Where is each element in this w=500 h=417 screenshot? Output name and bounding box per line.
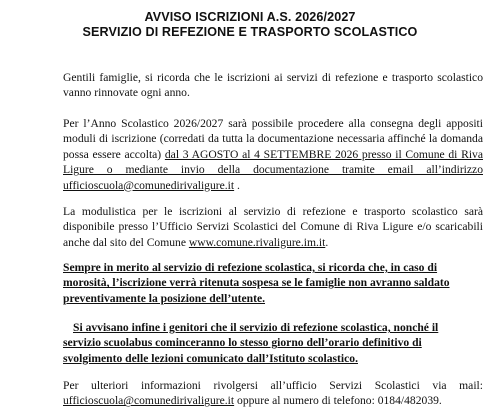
contact-paragraph [63, 378, 483, 409]
start-line-3: svolgimento delle lezioni comunicato dall’Istituto scolastico. [63, 351, 358, 365]
start-line-1: Si avvisano infine i genitori che il servizio di refezione scolastica, nonché il [73, 321, 439, 334]
intro-paragraph [63, 70, 483, 101]
intro-text: Gentili famiglie, si ricorda che le iscrizioni ai servizi di refezione e trasporto scolastico vanno rinnovate ogni anno. [63, 71, 483, 100]
contact-text: Per ulteriori informazioni rivolgersi all’ufficio Servizi Scolastici via mail: [63, 379, 483, 392]
website-link[interactable]: www.comune.rivaligure.im.it [188, 235, 326, 249]
contact-phone-text: oppure al numero di telefono: 0184/482039. [234, 394, 442, 408]
arrears-line-3: preventivamente la posizione dell’utente. [63, 291, 266, 305]
notice-title: AVVISO ISCRIZIONI A.S. 2026/2027 [144, 10, 356, 24]
dates-paragraph [63, 116, 483, 193]
arrears-line-1: Sempre in merito al servizio di refezione scolastica, si ricorda che, in caso di [63, 261, 438, 274]
arrears-line-2: morosità, l’iscrizione verrà ritenuta sospesa se le famiglie non avranno saldato [63, 276, 450, 290]
arrears-paragraph [63, 260, 483, 306]
contact-email-link[interactable]: ufficioscuola@comunedirivaligure.it [63, 394, 235, 408]
forms-text: La modulistica per le iscrizioni al servizio di refezione e trasporto scolastico sarà disponibile presso l’Ufficio Servizi Scolastici del Comune di Riva Ligure e/o scaricabili anche dal sito del Comune [63, 205, 483, 249]
start-line-2: servizio scuolabus cominceranno lo stesso giorno dell’orario definitivo di [63, 336, 422, 350]
forms-end: . [325, 235, 329, 249]
dates-end: . [234, 178, 240, 192]
dates-text: Per l’Anno Scolastico 2026/2027 sarà possibile procedere alla consegna degli appositi moduli di iscrizione (corredati da tutta la documentazione necessaria affinché la domanda possa essere accolta) [63, 117, 483, 161]
dates-underlined-text: dal 3 AGOSTO al 4 SETTEMBRE 2026 presso il Comune di Riva Ligure o mediante invio della documentazione tramite email all’indirizzo ufficioscuola@comunedirivaligure.it [63, 147, 483, 192]
notice-subtitle: SERVIZIO DI REFEZIONE E TRASPORTO SCOLASTICO [82, 25, 418, 39]
forms-paragraph [63, 204, 483, 250]
start-service-paragraph [63, 320, 483, 366]
